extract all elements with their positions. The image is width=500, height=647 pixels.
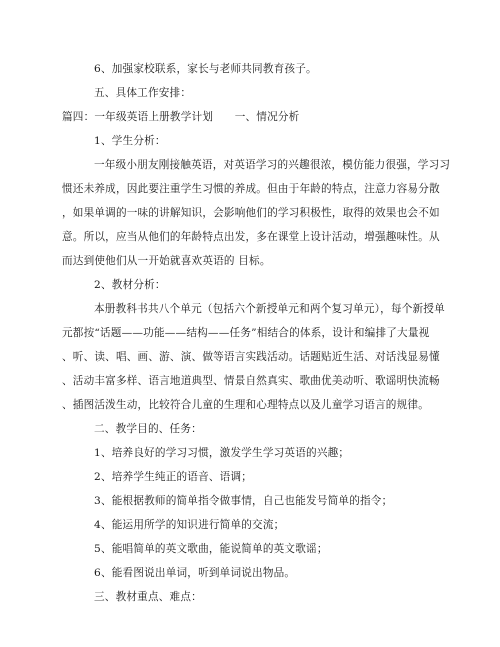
section-heading: 三、教材重点、难点： — [94, 591, 202, 603]
article-title: 篇四：一年级英语上册教学计划 一、情况分析 — [62, 111, 300, 123]
list-item: 5、能唱简单的英文歌曲，能说简单的英文歌谣； — [94, 543, 328, 555]
paragraph-line: 、插图活泼生动，比较符合儿童的生理和心理特点以及儿童学习语言的规律。 — [62, 399, 429, 411]
paragraph-line: 、活动丰富多样、语言地道典型、情景自然真实、歌曲优美动听、歌谣明快流畅 — [62, 375, 440, 387]
paragraph-line: 元都按“话题——功能——结构——任务”相结合的体系，设计和编排了大量视 — [62, 327, 430, 339]
paragraph-line: 惯还未养成，因此要注重学生习惯的养成。但由于年龄的特点，注意力容易分散 — [62, 183, 440, 195]
paragraph-line: 本册教科书共八个单元（包括六个新授单元和两个复习单元），每个新授单 — [94, 303, 445, 315]
paragraph-line: 意。所以，应当从他们的年龄特点出发，多在课堂上设计活动，增强趣味性。从 — [62, 231, 440, 243]
section-heading: 五、具体工作安排： — [94, 87, 192, 99]
list-item: 2、培养学生纯正的语音、语调； — [94, 471, 253, 483]
paragraph-line: 而达到使他们从一开始就喜欢英语的 目标。 — [62, 255, 271, 267]
section-heading: 二、教学目的、任务： — [94, 423, 202, 435]
subheading: 2、教材分析： — [94, 279, 166, 291]
paragraph-line: 、听、读、唱、画、游、演、做等语言实践活动。话题贴近生活、对话浅显易懂 — [62, 351, 440, 363]
paragraph-line: 一年级小朋友刚接触英语，对英语学习的兴趣很浓，模仿能力很强，学习习 — [94, 159, 451, 171]
list-item: 4、能运用所学的知识进行简单的交流； — [94, 519, 285, 531]
list-item: 3、能根据教师的简单指令做事情，自己也能发号简单的指令； — [94, 495, 393, 507]
paragraph-line: 6、加强家校联系，家长与老师共同教育孩子。 — [94, 63, 317, 75]
list-item: 6、能看图说出单词，听到单词说出物品。 — [94, 567, 296, 579]
list-item: 1、培养良好的学习习惯，激发学生学习英语的兴趣； — [94, 447, 350, 459]
subheading: 1、学生分析： — [94, 135, 166, 147]
paragraph-line: ，如果单调的一味的讲解知识，会影响他们的学习积极性，取得的效果也会不如 — [62, 207, 440, 219]
